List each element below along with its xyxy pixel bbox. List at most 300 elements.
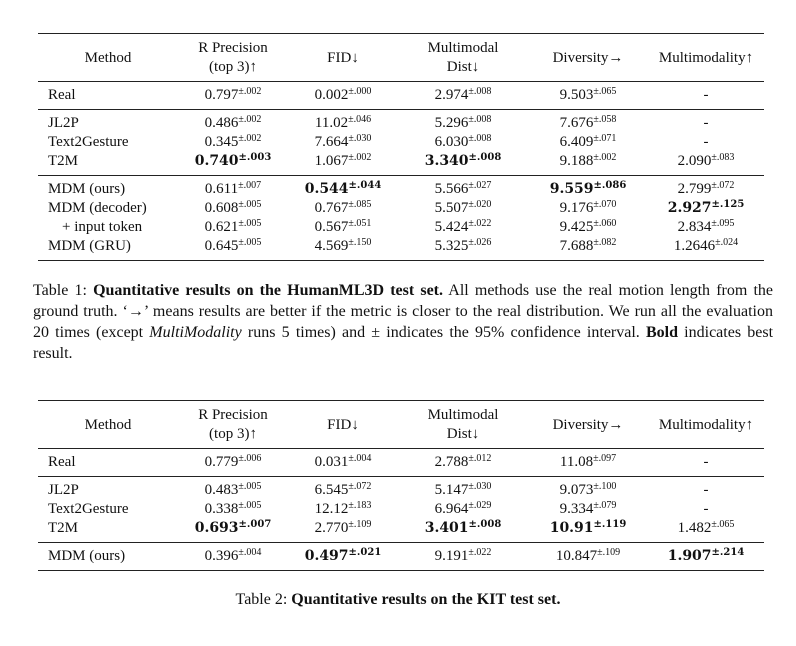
value (435, 238, 492, 254)
value-cell (288, 110, 398, 134)
metric-value: 7.688 (559, 238, 594, 254)
value (315, 501, 372, 517)
metric-value: 0.338 (204, 501, 239, 517)
column-header (528, 34, 648, 82)
header-line: Dist↓ (446, 59, 480, 75)
table-row (38, 110, 764, 134)
value-cell (178, 218, 288, 237)
value-cell (288, 152, 398, 176)
confidence-interval: ±.072 (348, 481, 372, 492)
value-cell (288, 519, 398, 543)
metric-value: 9.191 (434, 548, 469, 564)
metric-value: 0.486 (204, 115, 239, 131)
value-cell (178, 519, 288, 543)
metric-value: 0.396 (204, 548, 239, 564)
confidence-interval: ±.026 (468, 237, 492, 248)
header-line: Diversity→ (552, 416, 624, 433)
column-header (288, 34, 398, 82)
metric-value: 10.91 (549, 520, 594, 536)
value (678, 219, 735, 235)
value (435, 501, 492, 517)
table-row (38, 82, 764, 110)
table-2-caption (0, 591, 796, 609)
value-cell (648, 449, 764, 477)
confidence-interval: ±.008 (468, 152, 502, 163)
confidence-interval: ±.008 (468, 86, 492, 97)
value-cell (288, 477, 398, 501)
confidence-interval: ±.079 (593, 500, 617, 511)
metric-value: 0.544 (304, 181, 349, 197)
confidence-interval: ±.002 (238, 86, 262, 97)
value-cell (288, 449, 398, 477)
caption-label: Table 2: (235, 591, 288, 608)
method-cell: MDM (decoder) (48, 200, 147, 216)
header-line: Diversity→ (552, 49, 624, 66)
table-1-caption (33, 280, 773, 364)
value-cell (398, 218, 528, 237)
method-cell: Text2Gesture (48, 134, 129, 150)
value-cell (398, 500, 528, 519)
metric-value: 0.611 (204, 181, 239, 197)
header-line: Multimodal (427, 40, 499, 56)
column-header (38, 34, 178, 82)
metric-value: - (703, 115, 709, 131)
value (435, 219, 492, 235)
table-2 (38, 400, 764, 571)
confidence-interval: ±.100 (593, 481, 617, 492)
caption-italic: MultiModality (149, 324, 242, 341)
best-value (550, 520, 627, 536)
value (560, 238, 617, 254)
confidence-interval: ±.006 (238, 453, 262, 464)
metric-value: 6.030 (434, 134, 469, 150)
value-cell (648, 477, 764, 501)
value-cell (528, 152, 648, 176)
header-line: Method (84, 49, 132, 66)
value (205, 115, 262, 131)
caption-title: Quantitative results on the KIT test set. (291, 591, 561, 608)
table-1 (38, 33, 764, 261)
value-cell (178, 500, 288, 519)
value (674, 238, 738, 254)
caption-bold: Bold (645, 324, 678, 341)
value (560, 134, 617, 150)
value (560, 219, 617, 235)
confidence-interval: ±.183 (348, 500, 372, 511)
value-cell (288, 218, 398, 237)
value-cell (178, 543, 288, 571)
table-row (38, 500, 764, 519)
confidence-interval: ±.002 (238, 114, 262, 125)
header-line: Method (84, 416, 132, 433)
table-row (38, 176, 764, 200)
confidence-interval: ±.021 (348, 547, 382, 558)
confidence-interval: ±.070 (593, 199, 617, 210)
confidence-interval: ±.065 (593, 86, 617, 97)
metric-value: 0.797 (204, 87, 239, 103)
metric-value: 0.740 (194, 153, 239, 169)
value (315, 115, 371, 131)
metric-value: 2.770 (314, 520, 349, 536)
value-cell (288, 82, 398, 110)
confidence-interval: ±.008 (468, 133, 492, 144)
value-cell (178, 237, 288, 261)
method-cell: JL2P (38, 110, 178, 134)
confidence-interval: ±.109 (348, 519, 372, 530)
confidence-interval: ±.000 (348, 86, 372, 97)
value (704, 501, 709, 517)
value-cell (648, 176, 764, 200)
confidence-interval: ±.082 (593, 237, 617, 248)
value-cell (398, 176, 528, 200)
value-cell (528, 218, 648, 237)
value-cell (528, 519, 648, 543)
value-cell (398, 82, 528, 110)
value-cell (178, 477, 288, 501)
value (205, 501, 262, 517)
confidence-interval: ±.005 (238, 481, 262, 492)
value (678, 153, 735, 169)
column-header (648, 34, 764, 82)
metric-value: 0.002 (314, 87, 349, 103)
metric-value: 9.503 (559, 87, 594, 103)
value (678, 520, 735, 536)
value (205, 548, 262, 564)
confidence-interval: ±.007 (238, 180, 262, 191)
column-header (38, 401, 178, 449)
confidence-interval: ±.065 (711, 519, 735, 530)
header-line: FID↓ (327, 49, 359, 66)
confidence-interval: ±.002 (238, 133, 262, 144)
value-cell (288, 199, 398, 218)
header-line: FID↓ (327, 416, 359, 433)
value-cell (648, 543, 764, 571)
confidence-interval: ±.044 (348, 180, 382, 191)
confidence-interval: ±.109 (597, 547, 621, 558)
header-line: Multimodality↑ (658, 49, 754, 66)
header-line: Multimodality↑ (658, 416, 754, 433)
value (704, 482, 709, 498)
confidence-interval: ±.030 (468, 481, 492, 492)
metric-value: 3.401 (424, 520, 469, 536)
metric-value: 5.325 (434, 238, 469, 254)
metric-value: 9.188 (559, 153, 594, 169)
value (315, 200, 372, 216)
header-row (38, 401, 764, 449)
value-cell (178, 449, 288, 477)
table-row (38, 237, 764, 261)
metric-value: 6.409 (559, 134, 594, 150)
metric-value: - (703, 482, 709, 498)
metric-value: 0.483 (204, 482, 239, 498)
metric-value: 3.340 (424, 153, 469, 169)
value-cell (398, 199, 528, 218)
caption-title: Quantitative results on the HumanML3D test set. (93, 282, 444, 299)
value (205, 181, 261, 197)
metric-value: 0.345 (204, 134, 239, 150)
metric-value: 2.799 (677, 181, 712, 197)
metric-value: - (703, 87, 709, 103)
value (435, 87, 492, 103)
value (556, 548, 620, 564)
value (315, 153, 372, 169)
metric-value: 5.507 (434, 200, 469, 216)
header-line: R Precision (198, 407, 268, 423)
best-value (550, 181, 627, 197)
confidence-interval: ±.027 (468, 180, 492, 191)
confidence-interval: ±.058 (593, 114, 617, 125)
confidence-interval: ±.004 (348, 453, 372, 464)
value-cell (178, 82, 288, 110)
value (315, 219, 372, 235)
value (315, 134, 372, 150)
metric-value: 11.02 (314, 115, 349, 131)
confidence-interval: ±.008 (468, 114, 492, 125)
value-cell (648, 500, 764, 519)
header-line: Dist↓ (446, 426, 480, 442)
value-cell (528, 110, 648, 134)
confidence-interval: ±.005 (238, 218, 262, 229)
method-cell: + input token (62, 219, 143, 235)
confidence-interval: ±.024 (715, 237, 739, 248)
metric-value: 5.424 (434, 219, 469, 235)
metric-value: 10.847 (555, 548, 598, 564)
confidence-interval: ±.022 (468, 547, 492, 558)
confidence-interval: ±.003 (238, 152, 272, 163)
value-cell (178, 133, 288, 152)
value (560, 115, 617, 131)
value (560, 153, 617, 169)
value-cell (398, 152, 528, 176)
metric-value: 2.927 (667, 200, 712, 216)
value (435, 181, 492, 197)
value (560, 501, 617, 517)
value (205, 200, 262, 216)
value-cell (528, 477, 648, 501)
value-cell (528, 133, 648, 152)
confidence-interval: ±.051 (348, 218, 372, 229)
value (435, 454, 492, 470)
best-value (425, 520, 502, 536)
method-cell: T2M (48, 153, 78, 169)
value-cell (528, 237, 648, 261)
value-cell (178, 110, 288, 134)
metric-value: 1.482 (677, 520, 712, 536)
metric-value: 11.08 (559, 454, 594, 470)
caption-label: Table 1: (33, 282, 87, 299)
value (704, 454, 709, 470)
metric-value: 1.067 (314, 153, 349, 169)
metric-value: 9.425 (559, 219, 594, 235)
value-cell (528, 82, 648, 110)
best-value (305, 181, 382, 197)
confidence-interval: ±.008 (468, 519, 502, 530)
confidence-interval: ±.029 (468, 500, 492, 511)
metric-value: 6.545 (314, 482, 349, 498)
header-line: (top 3)↑ (209, 426, 257, 442)
best-value (668, 548, 745, 564)
confidence-interval: ±.095 (711, 218, 735, 229)
metric-value: 5.147 (434, 482, 469, 498)
confidence-interval: ±.214 (711, 547, 745, 558)
confidence-interval: ±.002 (593, 152, 617, 163)
column-header (528, 401, 648, 449)
confidence-interval: ±.005 (238, 500, 262, 511)
best-value (195, 153, 272, 169)
value-cell (648, 133, 764, 152)
metric-value: - (703, 134, 709, 150)
value-cell (398, 519, 528, 543)
column-header (648, 401, 764, 449)
header-line: (top 3)↑ (209, 59, 257, 75)
metric-value: 0.621 (204, 219, 239, 235)
confidence-interval: ±.005 (238, 237, 262, 248)
confidence-interval: ±.020 (468, 199, 492, 210)
value (315, 454, 372, 470)
confidence-interval: ±.060 (593, 218, 617, 229)
value-cell (398, 237, 528, 261)
metric-value: - (703, 501, 709, 517)
confidence-interval: ±.072 (711, 180, 735, 191)
metric-value: 0.567 (314, 219, 349, 235)
metric-value: 0.779 (204, 454, 239, 470)
best-value (668, 200, 745, 216)
metric-value: 0.693 (194, 520, 239, 536)
metric-value: 2.974 (434, 87, 469, 103)
confidence-interval: ±.022 (468, 218, 492, 229)
header-line: Multimodal (427, 407, 499, 423)
value (205, 134, 262, 150)
value (704, 87, 709, 103)
caption-text: runs 5 times) and ± indicates the 95% confidence interval. (241, 324, 646, 341)
metric-value: 9.334 (559, 501, 594, 517)
value (560, 482, 617, 498)
value-cell (288, 133, 398, 152)
method-cell: T2M (48, 520, 78, 536)
column-header (178, 401, 288, 449)
metric-value: 2.788 (434, 454, 469, 470)
value-cell (528, 449, 648, 477)
value-cell (178, 199, 288, 218)
value (435, 548, 492, 564)
metric-value: 0.031 (314, 454, 349, 470)
value (435, 134, 492, 150)
caption-text: All methods use the real motion length from the ground truth. ‘→’ means results are better if the metric is closer to the real distribution. We run all the evaluation 20 times (except (33, 282, 774, 341)
value-cell (398, 477, 528, 501)
value (205, 238, 262, 254)
table-row (38, 152, 764, 176)
method-cell: MDM (ours) (38, 176, 178, 200)
value (678, 181, 735, 197)
value (704, 115, 709, 131)
value (315, 520, 372, 536)
confidence-interval: ±.150 (348, 237, 372, 248)
table-row (38, 449, 764, 477)
value-cell (528, 176, 648, 200)
confidence-interval: ±.085 (348, 199, 372, 210)
column-header (398, 34, 528, 82)
caption-text: indicates best result. (33, 324, 774, 362)
value-cell (648, 218, 764, 237)
metric-value: 9.176 (559, 200, 594, 216)
confidence-interval: ±.005 (238, 199, 262, 210)
value-cell (398, 449, 528, 477)
column-header (398, 401, 528, 449)
value (560, 200, 617, 216)
method-cell: MDM (ours) (38, 543, 178, 571)
confidence-interval: ±.071 (593, 133, 617, 144)
value (315, 87, 372, 103)
value (560, 87, 617, 103)
value (315, 238, 372, 254)
confidence-interval: ±.030 (348, 133, 372, 144)
table-row (38, 218, 764, 237)
metric-value: 1.907 (667, 548, 712, 564)
best-value (425, 153, 502, 169)
value (205, 454, 262, 470)
table-row (38, 477, 764, 501)
value (435, 115, 492, 131)
metric-value: 5.296 (434, 115, 469, 131)
confidence-interval: ±.007 (238, 519, 272, 530)
confidence-interval: ±.012 (468, 453, 492, 464)
value (205, 482, 262, 498)
confidence-interval: ±.086 (593, 180, 627, 191)
metric-value: 7.664 (314, 134, 349, 150)
metric-value: 2.090 (677, 153, 712, 169)
method-cell: MDM (GRU) (38, 237, 178, 261)
value-cell (288, 543, 398, 571)
value-cell (288, 237, 398, 261)
best-value (305, 548, 382, 564)
method-cell: Real (48, 87, 76, 103)
value (435, 482, 492, 498)
value-cell (528, 500, 648, 519)
value-cell (528, 543, 648, 571)
confidence-interval: ±.083 (711, 152, 735, 163)
metric-value: 0.497 (304, 548, 349, 564)
confidence-interval: ±.046 (348, 114, 372, 125)
metric-value: 0.645 (204, 238, 239, 254)
confidence-interval: ±.004 (238, 547, 262, 558)
metric-value: 2.834 (677, 219, 712, 235)
confidence-interval: ±.119 (593, 519, 627, 530)
metric-value: 0.608 (204, 200, 239, 216)
value (205, 219, 262, 235)
metric-value: 9.073 (559, 482, 594, 498)
metric-value: 12.12 (314, 501, 349, 517)
metric-value: - (703, 454, 709, 470)
header-line: R Precision (198, 40, 268, 56)
value-cell (288, 500, 398, 519)
value (205, 87, 262, 103)
value-cell (398, 110, 528, 134)
metric-value: 7.676 (559, 115, 594, 131)
confidence-interval: ±.097 (593, 453, 617, 464)
value (435, 200, 492, 216)
method-cell: Text2Gesture (48, 501, 129, 517)
value (560, 454, 616, 470)
column-header (178, 34, 288, 82)
table-row (38, 519, 764, 543)
metric-value: 4.569 (314, 238, 349, 254)
value (704, 134, 709, 150)
value-cell (648, 152, 764, 176)
table-row (38, 543, 764, 571)
metric-value: 5.566 (434, 181, 469, 197)
value-cell (648, 199, 764, 218)
value (315, 482, 372, 498)
